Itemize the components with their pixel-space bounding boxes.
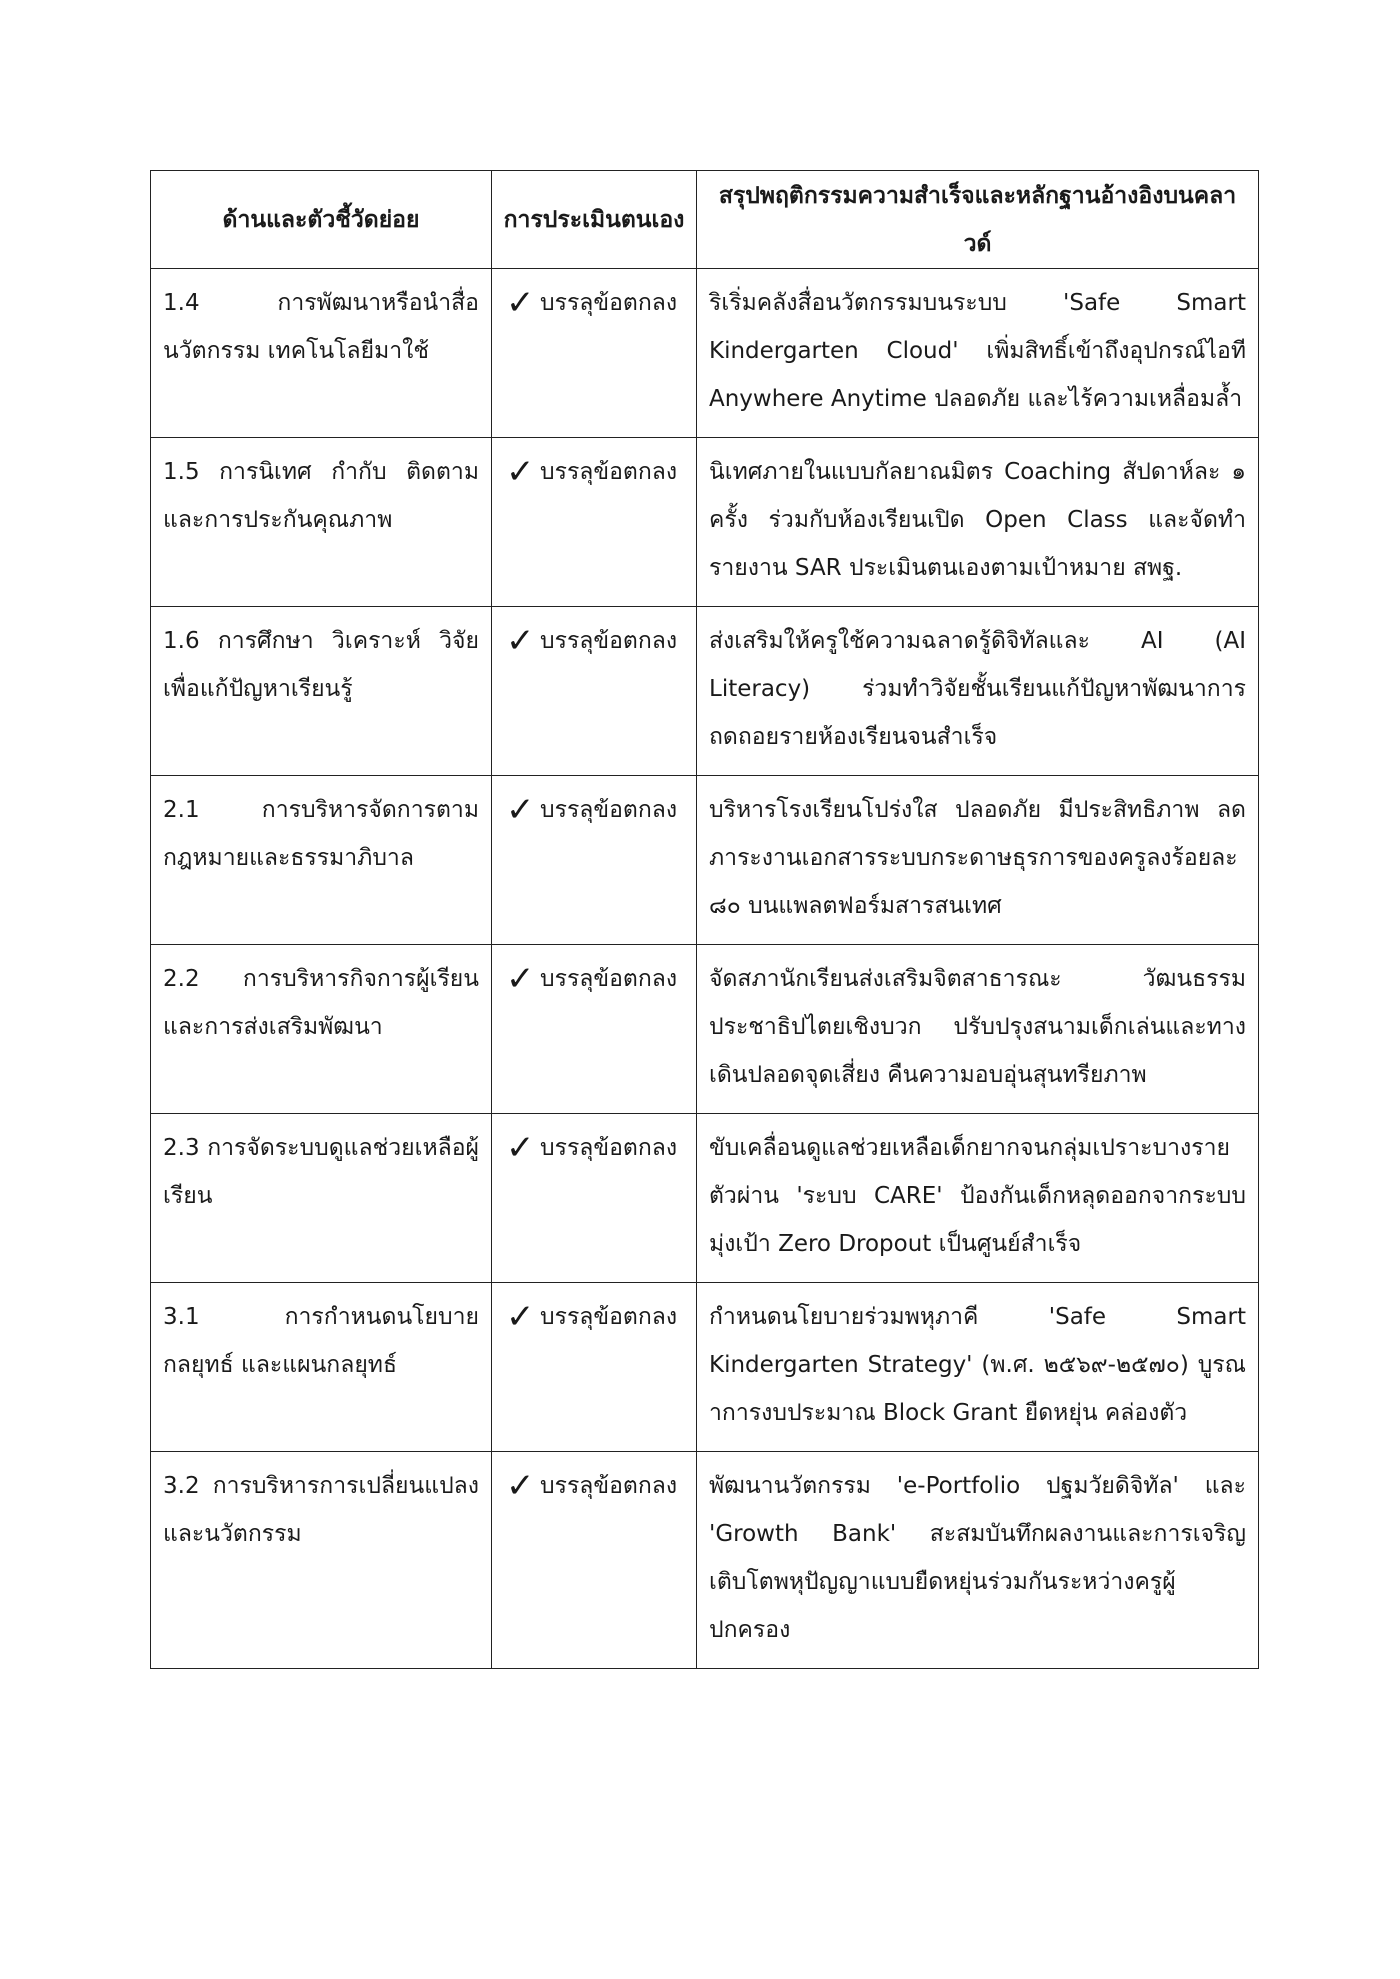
check-mark-icon: ✓ [506, 1466, 535, 1506]
check-mark-icon: ✓ [506, 1297, 535, 1337]
check-mark-icon: ✓ [506, 959, 535, 999]
table-row [151, 1283, 1259, 1452]
table-header-row [151, 171, 1259, 269]
assessment-cell [492, 607, 697, 776]
assessment-cell [492, 438, 697, 607]
status-text: บรรลุข้อตกลง [540, 1304, 678, 1330]
summary-cell: บริหารโรงเรียนโปร่งใส ปลอดภัย มีประสิทธิภาพ ลดภาระงานเอกสารระบบกระดาษธุรการของครูลงร้อยละ ๘๐ บนแพลตฟอร์มสารสนเทศ [697, 776, 1259, 945]
assessment-cell [492, 269, 697, 438]
status-text: บรรลุข้อตกลง [540, 966, 678, 992]
summary-cell: ริเริ่มคลังสื่อนวัตกรรมบนระบบ 'Safe Smart Kindergarten Cloud' เพิ่มสิทธิ์เข้าถึงอุปกรณ์ไอที Anywhere Anytime ปลอดภัย และไร้ความเหลื่อมล้ำ [697, 269, 1259, 438]
table-row [151, 607, 1259, 776]
table-row [151, 438, 1259, 607]
check-mark-icon: ✓ [506, 790, 535, 830]
table-row [151, 945, 1259, 1114]
header-summary: สรุปพฤติกรรมความสำเร็จและหลักฐานอ้างอิงบนคลาวด์ [697, 171, 1259, 269]
check-mark-icon: ✓ [506, 1128, 535, 1168]
check-mark-icon: ✓ [506, 621, 535, 661]
aspect-cell: 2.3 การจัดระบบดูแลช่วยเหลือผู้เรียน [151, 1114, 492, 1283]
header-aspect: ด้านและตัวชี้วัดย่อย [151, 171, 492, 269]
summary-cell: ขับเคลื่อนดูแลช่วยเหลือเด็กยากจนกลุ่มเปราะบางรายตัวผ่าน 'ระบบ CARE' ป้องกันเด็กหลุดออกจากระบบ มุ่งเป้า Zero Dropout เป็นศูนย์สำเร็จ [697, 1114, 1259, 1283]
aspect-cell: 2.2 การบริหารกิจการผู้เรียนและการส่งเสริมพัฒนา [151, 945, 492, 1114]
table-row [151, 776, 1259, 945]
summary-cell: ส่งเสริมให้ครูใช้ความฉลาดรู้ดิจิทัลและ AI (AI Literacy) ร่วมทำวิจัยชั้นเรียนแก้ปัญหาพัฒนาการถดถอยรายห้องเรียนจนสำเร็จ [697, 607, 1259, 776]
assessment-cell [492, 1114, 697, 1283]
aspect-cell: 3.1 การกำหนดนโยบาย กลยุทธ์ และแผนกลยุทธ์ [151, 1283, 492, 1452]
assessment-cell [492, 776, 697, 945]
status-text: บรรลุข้อตกลง [540, 1473, 678, 1499]
status-text: บรรลุข้อตกลง [540, 628, 678, 654]
check-mark-icon: ✓ [506, 283, 535, 323]
aspect-cell: 3.2 การบริหารการเปลี่ยนแปลงและนวัตกรรม [151, 1452, 492, 1669]
table-row [151, 1114, 1259, 1283]
status-text: บรรลุข้อตกลง [540, 459, 678, 485]
assessment-cell [492, 1283, 697, 1452]
table-row [151, 269, 1259, 438]
status-text: บรรลุข้อตกลง [540, 290, 678, 316]
summary-cell: นิเทศภายในแบบกัลยาณมิตร Coaching สัปดาห์ละ ๑ ครั้ง ร่วมกับห้องเรียนเปิด Open Class และจัดทำรายงาน SAR ประเมินตนเองตามเป้าหมาย สพฐ. [697, 438, 1259, 607]
aspect-cell: 1.6 การศึกษา วิเคราะห์ วิจัย เพื่อแก้ปัญหาเรียนรู้ [151, 607, 492, 776]
status-text: บรรลุข้อตกลง [540, 1135, 678, 1161]
aspect-cell: 1.4 การพัฒนาหรือนำสื่อนวัตกรรม เทคโนโลยีมาใช้ [151, 269, 492, 438]
summary-cell: จัดสภานักเรียนส่งเสริมจิตสาธารณะ วัฒนธรรมประชาธิปไตยเชิงบวก ปรับปรุงสนามเด็กเล่นและทางเดินปลอดจุดเสี่ยง คืนความอบอุ่นสุนทรียภาพ [697, 945, 1259, 1114]
aspect-cell: 1.5 การนิเทศ กำกับ ติดตาม และการประกันคุณภาพ [151, 438, 492, 607]
aspect-cell: 2.1 การบริหารจัดการตามกฎหมายและธรรมาภิบาล [151, 776, 492, 945]
summary-cell: กำหนดนโยบายร่วมพหุภาคี 'Safe Smart Kindergarten Strategy' (พ.ศ. ๒๕๖๙-๒๕๗๐) บูรณาการงบประมาณ Block Grant ยืดหยุ่น คล่องตัว [697, 1283, 1259, 1452]
assessment-cell [492, 1452, 697, 1669]
table-row [151, 1452, 1259, 1669]
summary-cell: พัฒนานวัตกรรม 'e-Portfolio ปฐมวัยดิจิทัล' และ 'Growth Bank' สะสมบันทึกผลงานและการเจริญเติบโตพหุปัญญาแบบยืดหยุ่นร่วมกันระหว่างครูผู้ปกครอง [697, 1452, 1259, 1669]
status-text: บรรลุข้อตกลง [540, 797, 678, 823]
header-self-assessment: การประเมินตนเอง [492, 171, 697, 269]
assessment-table [150, 170, 1259, 1669]
assessment-cell [492, 945, 697, 1114]
check-mark-icon: ✓ [506, 452, 535, 492]
